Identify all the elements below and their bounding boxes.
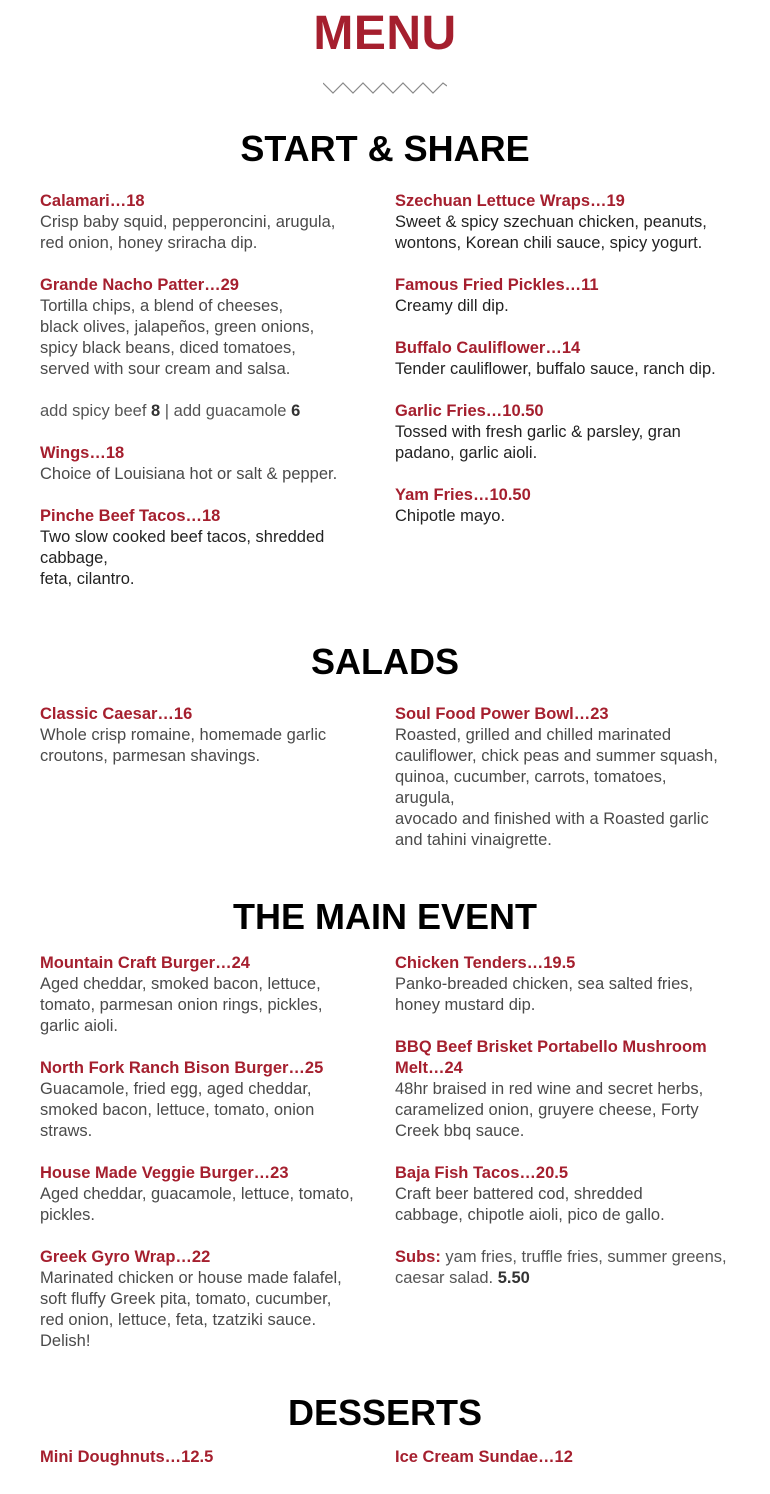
menu-item (40, 443, 383, 485)
menu-item (395, 953, 730, 1016)
item-desc: Choice of Louisiana hot or salt & pepper. (40, 465, 338, 483)
subs-label: Subs: (395, 1248, 441, 1266)
item-name: Classic Caesar…16 (40, 705, 193, 723)
desserts-grid (0, 1447, 770, 1489)
item-desc: Creamy dill dip. (395, 297, 509, 315)
item-name: BBQ Beef Brisket Portabello Mushroom Melt…24 (395, 1038, 707, 1077)
menu-item (395, 401, 730, 464)
section-title-start-share: START & SHARE (240, 128, 530, 169)
menu-item (40, 275, 383, 380)
item-desc: Panko-breaded chicken, sea salted fries, honey mustard dip. (395, 975, 694, 1014)
section-title-salads: SALADS (310, 641, 459, 682)
start-share-grid (0, 191, 770, 611)
item-desc: Roasted, grilled and chilled marinated cauliflower, chick peas and summer squash, quinoa, cucumber, carrots, tomatoes, arugula, avocado and finished with a Roasted garlic and tahini vinaigrette. (395, 726, 718, 849)
addon-beef-price: 8 (151, 402, 161, 420)
addon-guac-label: | add guacamole (160, 402, 292, 420)
section-title-main-event: THE MAIN EVENT (232, 896, 537, 937)
item-desc: Tossed with fresh garlic & parsley, gran padano, garlic aioli. (395, 423, 681, 462)
menu-item (395, 1447, 730, 1468)
menu-item (40, 191, 383, 254)
menu-item (40, 953, 383, 1037)
item-name: Buffalo Cauliflower…14 (395, 339, 581, 357)
item-desc: Two slow cooked beef tacos, shredded cabbage, feta, cilantro. (40, 528, 325, 588)
subs-price: 5.50 (497, 1269, 530, 1287)
item-name: Soul Food Power Bowl…23 (395, 705, 609, 723)
menu-item (40, 506, 383, 590)
item-name: Wings…18 (40, 444, 125, 462)
menu-item (395, 1163, 730, 1226)
item-desc: Tender cauliflower, buffalo sauce, ranch dip. (395, 360, 716, 378)
item-desc: Marinated chicken or house made falafel, soft fluffy Greek pita, tomato, cucumber, red onion, lettuce, feta, tzatziki sauce. Delish! (40, 1269, 342, 1350)
salads-grid (0, 704, 770, 872)
menu-title: MENU (313, 7, 457, 60)
item-name: Yam Fries…10.50 (395, 486, 531, 504)
item-name: House Made Veggie Burger…23 (40, 1164, 289, 1182)
menu-item (395, 704, 730, 851)
item-name: Garlic Fries…10.50 (395, 402, 544, 420)
item-desc: Chipotle mayo. (395, 507, 506, 525)
menu-item (395, 338, 730, 380)
addon-beef-label: add spicy beef (40, 402, 151, 420)
item-name: Greek Gyro Wrap…22 (40, 1248, 211, 1266)
menu-item (40, 1058, 383, 1142)
item-desc: Aged cheddar, guacamole, lettuce, tomato, pickles. (40, 1185, 354, 1224)
item-name: Mountain Craft Burger…24 (40, 954, 250, 972)
item-desc: Craft beer battered cod, shredded cabbage, chipotle aioli, pico de gallo. (395, 1185, 665, 1224)
item-name: Mini Doughnuts…12.5 (40, 1448, 214, 1466)
subs-line (395, 1247, 730, 1289)
item-desc: Guacamole, fried egg, aged cheddar, smoked bacon, lettuce, tomato, onion straws. (40, 1080, 315, 1140)
item-name: Famous Fried Pickles…11 (395, 276, 599, 294)
addon-guac-price: 6 (291, 402, 301, 420)
item-name: Chicken Tenders…19.5 (395, 954, 576, 972)
item-name: Grande Nacho Patter…29 (40, 276, 239, 294)
item-desc: Tortilla chips, a blend of cheeses, black olives, jalapeños, green onions, spicy black beans, diced tomatoes, served with sour cream and salsa. (40, 297, 315, 378)
menu-item (395, 485, 730, 527)
item-name: Pinche Beef Tacos…18 (40, 507, 221, 525)
item-desc: Whole crisp romaine, homemade garlic croutons, parmesan shavings. (40, 726, 327, 765)
item-name: Baja Fish Tacos…20.5 (395, 1164, 569, 1182)
menu-item (395, 1037, 730, 1142)
menu-item (40, 1247, 383, 1352)
menu-item (40, 1163, 383, 1226)
menu-item (40, 1447, 383, 1468)
menu-item (40, 704, 383, 767)
item-name: North Fork Ranch Bison Burger…25 (40, 1059, 324, 1077)
item-name: Szechuan Lettuce Wraps…19 (395, 192, 625, 210)
menu-item (395, 191, 730, 254)
nacho-addons (40, 401, 383, 422)
main-event-grid (0, 953, 770, 1373)
item-desc: Aged cheddar, smoked bacon, lettuce, tomato, parmesan onion rings, pickles, garlic aioli. (40, 975, 323, 1035)
menu-item (395, 275, 730, 317)
item-desc: Crisp baby squid, pepperoncini, arugula, red onion, honey sriracha dip. (40, 213, 336, 252)
section-title-desserts: DESSERTS (287, 1392, 483, 1433)
subs-text: yam fries, truffle fries, summer greens, caesar salad. (395, 1248, 727, 1287)
item-desc: Sweet & spicy szechuan chicken, peanuts, wontons, Korean chili sauce, spicy yogurt. (395, 213, 707, 252)
item-name: Ice Cream Sundae…12 (395, 1448, 573, 1466)
zigzag-divider-icon (323, 80, 447, 96)
item-desc: 48hr braised in red wine and secret herbs, caramelized onion, gruyere cheese, Forty Creek bbq sauce. (395, 1080, 704, 1140)
item-name: Calamari…18 (40, 192, 145, 210)
